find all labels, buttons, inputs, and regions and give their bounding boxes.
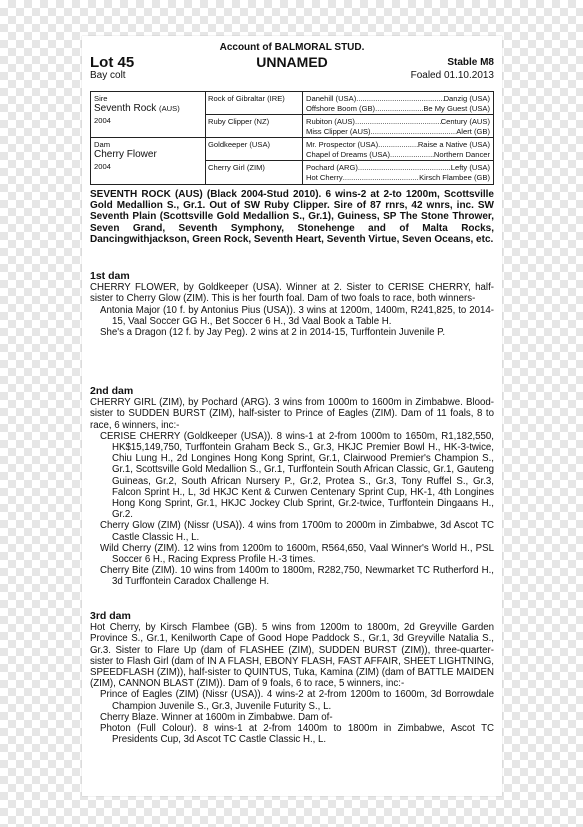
- ancestor-row: Danehill (USA) ..... Danzig (USA): [306, 94, 490, 103]
- third-dam-entry: Hot Cherry, by Kirsch Flambee (GB). 5 wins from 1200m to 1800m, 2d Greyville Garden Province S., Gr.1, Kenilworth Cape of Good Hope Paddock S., Gr.1, 3d Greyville Natalia S., Gr.3. Sister to Flare Up (dam of FLASHEE (ZIM), SUDDEN BURST (ZIM)), three-quarter-sister to Flash Girl (dam of IN A FLASH, EBONY FLASH, FAST AFFAIR, SHEET LIGHTNING, SPEEDFLASH (ZIM)), half-sister to QUINTUS, Tuka, Kamina (ZIM) (dam of BATTLE MAIDEN (ZIM), CANNON BLAST (ZIM)). Dam of 9 foals, 6 to race, 5 winners, inc:-: [90, 622, 494, 690]
- sire-summary: SEVENTH ROCK (AUS) (Black 2004-Stud 2010). 6 wins-2 at 2-to 1200m, Scottsville Gold Medallion S., Gr.1. Out of SW Ruby Clipper. Sire of 87 rnrs, 42 wnrs, inc. SW Seventh Plain (Scottsville Gold Medallion S., Gr.1), Guiness, SP The Stone Thrower, Seven Grand, Seventh Symphony, Stonehenge and of Malta Rocks, Dancingwithjackson, Green Rock, Seventh Heart, Seventh Virtue, Seven Oceans, etc.: [90, 189, 494, 245]
- second-dam-entry: CHERRY GIRL (ZIM), by Pochard (ARG). 3 wins from 1000m to 1600m in Zimbabwe. Blood-sister to SUDDEN BURST (ZIM), half-sister to Prince of Eagles (ZIM). Dam of 11 foals, 8 to race, 6 winners, inc:-: [90, 397, 494, 431]
- sire-name: Seventh Rock (AUS): [94, 103, 180, 114]
- grandsire-paternal: Rock of Gibraltar (IRE): [208, 94, 285, 103]
- produce-entry: Cherry Glow (ZIM) (Nissr (USA)). 4 wins from 1700m to 2000m in Zimbabwe, 3d Ascot TC Castle Classic H., L.: [100, 520, 494, 543]
- produce-entry: She's a Dragon (12 f. by Jay Peg). 2 wins at 2 in 2014-15, Turffontein Juvenile P.: [100, 327, 446, 339]
- pedigree-table: [90, 91, 494, 185]
- account-of: Account of BALMORAL STUD.: [219, 42, 365, 53]
- first-dam-heading: 1st dam: [90, 270, 130, 282]
- second-dam-section: [90, 386, 494, 588]
- ancestor-row: Mr. Prospector (USA) ..... Raise a Native (USA): [306, 140, 490, 149]
- sire-year: 2004: [94, 116, 111, 125]
- catalogue-page: [82, 36, 502, 796]
- produce-entry: Antonia Major (10 f. by Antonius Pius (USA)). 3 wins at 1200m, 1400m, R241,825, to 2014-15, Vaal Soccer GG H., Bet Soccer 6 H., 3d Vaal Book a Table H.: [100, 304, 494, 327]
- produce-entry: Wild Cherry (ZIM). 12 wins from 1200m to 1600m, R564,650, Vaal Winner's World H., PSL Soccer 6 H., Racing Express Profile H.-3 times.: [100, 542, 494, 566]
- horse-name: UNNAMED: [256, 54, 328, 70]
- second-dam-heading: 2nd dam: [90, 385, 134, 397]
- produce-entry: Photon (Full Colour). 8 wins-1 at 2-from 1400m to 1800m in Zimbabwe, Ascot TC Presidents Cup, 3d Ascot TC Castle Classic H., L.: [100, 723, 494, 746]
- ancestor-row: Pochard (ARG) ..... Lefty (USA): [306, 163, 490, 172]
- grandsire-maternal: Goldkeeper (USA): [208, 140, 271, 149]
- produce-entry: Cherry Blaze. Winner at 1600m in Zimbabwe. Dam of-: [100, 711, 333, 723]
- ancestor-row: Rubiton (AUS) ..... Century (AUS): [306, 117, 490, 126]
- dam-label: Dam: [94, 140, 111, 149]
- sire-label: Sire: [94, 94, 108, 103]
- color-sex: Bay colt: [90, 70, 126, 81]
- ancestor-row: Chapel of Dreams (USA) ..... Northern Dancer: [306, 150, 490, 159]
- ancestor-row: Offshore Boom (GB) ..... Be My Guest (USA): [306, 104, 490, 113]
- ancestor-row: Hot Cherry ..... Kirsch Flambee (GB): [306, 173, 490, 182]
- first-dam-section: [90, 271, 494, 338]
- dam-name: Cherry Flower: [94, 149, 157, 160]
- foaled-date: Foaled 01.10.2013: [410, 70, 494, 81]
- third-dam-section: [90, 611, 494, 745]
- granddam-paternal: Ruby Clipper (NZ): [208, 117, 270, 126]
- stable-number: Stable M8: [447, 57, 494, 68]
- granddam-maternal: Cherry Girl (ZIM): [208, 163, 265, 172]
- first-dam-entry: CHERRY FLOWER, by Goldkeeper (USA). Winner at 2. Sister to CERISE CHERRY, half-sister to Cherry Glow (ZIM). This is her fourth foal. Dam of two foals to race, both winners-: [90, 282, 494, 305]
- produce-entry: Prince of Eagles (ZIM) (Nissr (USA)). 4 wins-2 at 2-from 1200m to 1600m, 3d Borrowdale Champion Juvenile S., Gr.3, Juvenile Futurity S., L.: [100, 689, 494, 712]
- third-dam-heading: 3rd dam: [90, 610, 131, 622]
- lot-number: Lot 45: [90, 54, 135, 71]
- produce-entry: Cherry Bite (ZIM). 10 wins from 1400m to 1800m, R282,750, Newmarket TC Rutherford H., 3d Turffontein Caradox Challenge H.: [100, 565, 494, 588]
- ancestor-row: Miss Clipper (AUS) ..... Alert (GB): [306, 127, 490, 136]
- produce-entry: CERISE CHERRY (Goldkeeper (USA)). 8 wins-1 at 2-from 1000m to 1650m, R1,182,550, HK$15,149,750, Turffontein Graham Beck S., Gr.3, HKJC Premier Bowl H., HK-3-twice, Chiu Lung H., 2d Longines Hong Kong Sprint, Gr.1, Clairwood Premier's Champion S., Gr.1, Scottsville Gold Medallion S., Gr.1, Turffontein South African Classic, Gr.1, Gauteng Guineas, Gr.2, South African Nursery P., Gr.2, Protea S., Gr.3, Tony Ruffel S., Gr.3, Falcon Sprint H., L, 3d HKJC Kent & Curwen Centenary Sprint Cup, HK-1, 4th Longines Hong Kong Sprint, Gr.1, HKJC Jockey Club Sprint, Gr.2-twice, Turffontein Dingaans H., Gr.2.: [100, 430, 494, 521]
- dam-year: 2004: [94, 162, 111, 171]
